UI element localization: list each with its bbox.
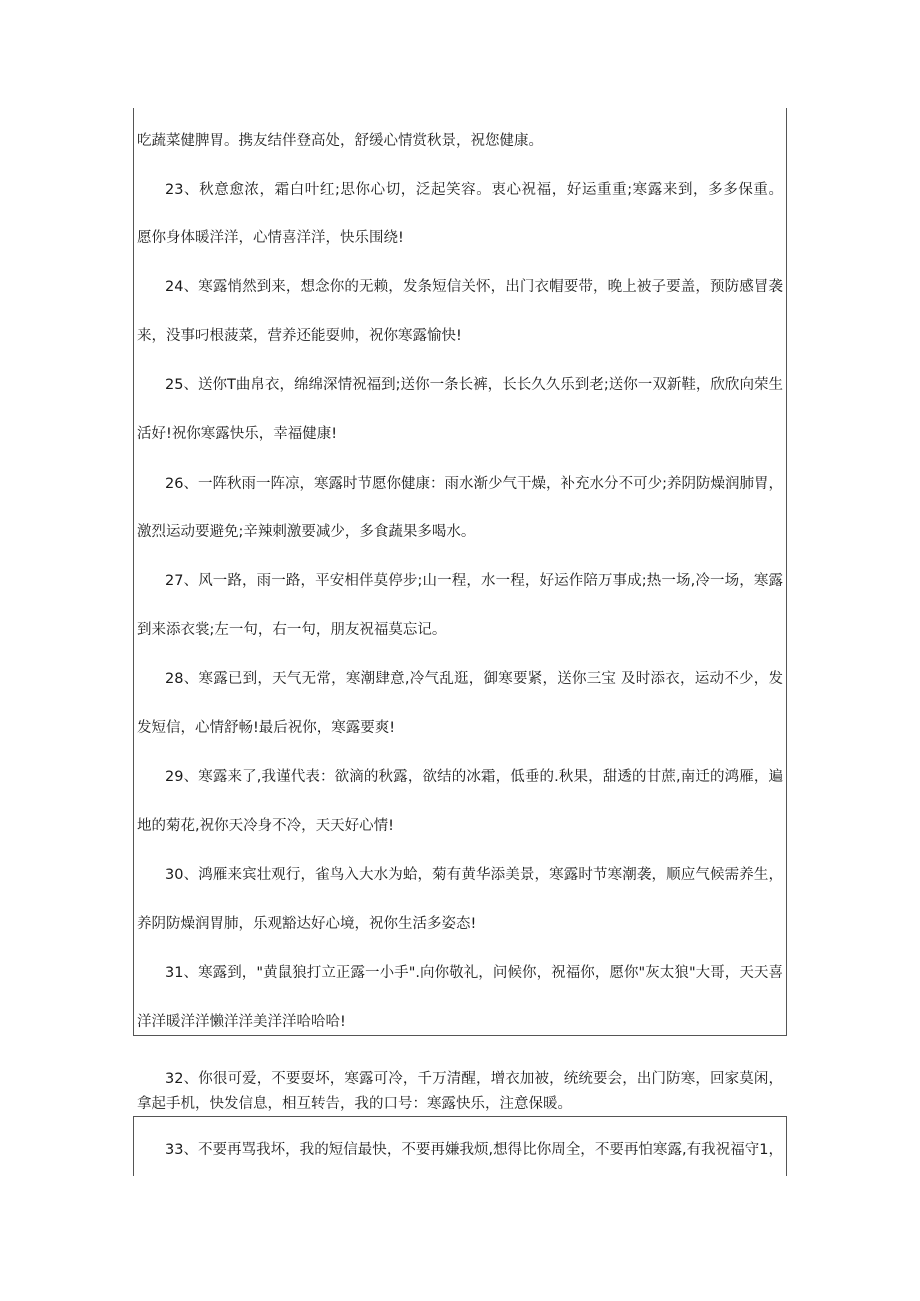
paragraph-26-line-2: 激烈运动要避免;辛辣刺激要减少，多食蔬果多喝水。 — [137, 524, 476, 540]
paragraph-31-line-1: 31、寒露到，"黄鼠狼打立正露一小手".向你敬礼，问候你，祝福你，愿你"灰太狼"大哥，天天喜 — [165, 965, 783, 981]
paragraph-29-line-2: 地的菊花,祝你天冷身不冷，天天好心情! — [137, 818, 394, 834]
paragraph-32-line-2: 拿起手机，快发信息，相互转告，我的口号：寒露快乐，注意保暖。 — [137, 1096, 572, 1112]
paragraph-29-line-1: 29、寒露来了,我谨代表：欲滴的秋露，欲结的冰霜，低垂的.秋果，甜透的甘蔗,南迁的鸿雁，遍 — [165, 769, 783, 785]
paragraph-32-line-1: 32、你很可爱，不要耍坏，寒露可冷，千万清醒，增衣加被，统统要会，出门防寒，回家莫闲， — [165, 1071, 783, 1087]
paragraph-27-line-1: 27、风一路，雨一路，平安相伴莫停步;山一程，水一程，好运作陪万事成;热一场,冷一场，寒露 — [165, 573, 783, 589]
paragraph-24-line-2: 来，没事叼根菠菜，营养还能耍帅，祝你寒露愉快! — [137, 328, 462, 344]
paragraph-26-line-1: 26、一阵秋雨一阵凉，寒露时节愿你健康：雨水渐少气干燥，补充水分不可少;养阴防燥润肺胃， — [165, 476, 783, 492]
paragraph-25-line-1: 25、送你T曲帛衣，绵绵深情祝福到;送你一条长裤，长长久久乐到老;送你一双新鞋，欣欣向荣生 — [165, 377, 783, 393]
paragraph-22-line-2: 吃蔬菜健脾胃。携友结伴登高处，舒缓心情赏秋景，祝您健康。 — [137, 133, 543, 149]
paragraph-30-line-1: 30、鸿雁来宾壮观行，雀鸟入大水为蛤，菊有黄华添美景，寒露时节寒潮袭，顺应气候需养生， — [165, 867, 783, 883]
paragraph-31-line-2: 洋洋暖洋洋懒洋洋美洋洋哈哈哈! — [137, 1014, 346, 1030]
paragraph-27-line-2: 到来添衣裳;左一句，右一句，朋友祝福莫忘记。 — [137, 622, 447, 638]
paragraph-23-line-1: 23、秋意愈浓，霜白叶红;思你心切，泛起笑容。衷心祝福，好运重重;寒露来到，多多保重。 — [165, 182, 783, 198]
paragraph-23-line-2: 愿你身体暖洋洋，心情喜洋洋，快乐围绕! — [137, 230, 404, 246]
paragraph-28-line-2: 发短信，心情舒畅!最后祝你，寒露要爽! — [137, 720, 396, 736]
paragraph-30-line-2: 养阴防燥润胃肺，乐观豁达好心境，祝你生活多姿态! — [137, 916, 477, 932]
paragraph-28-line-1: 28、寒露已到，天气无常，寒潮肆意,冷气乱逛，御寒要紧，送你三宝 及时添衣，运动不少，发 — [165, 671, 783, 687]
paragraph-24-line-1: 24、寒露悄然到来，想念你的无赖，发条短信关怀，出门衣帽要带，晚上被子要盖，预防感冒袭 — [165, 279, 783, 295]
paragraph-33-line-1: 33、不要再骂我坏，我的短信最快，不要再嫌我烦,想得比你周全，不要再怕寒露,有我祝福守1， — [165, 1142, 783, 1158]
paragraph-25-line-2: 活好!祝你寒露快乐，幸福健康! — [137, 426, 338, 442]
